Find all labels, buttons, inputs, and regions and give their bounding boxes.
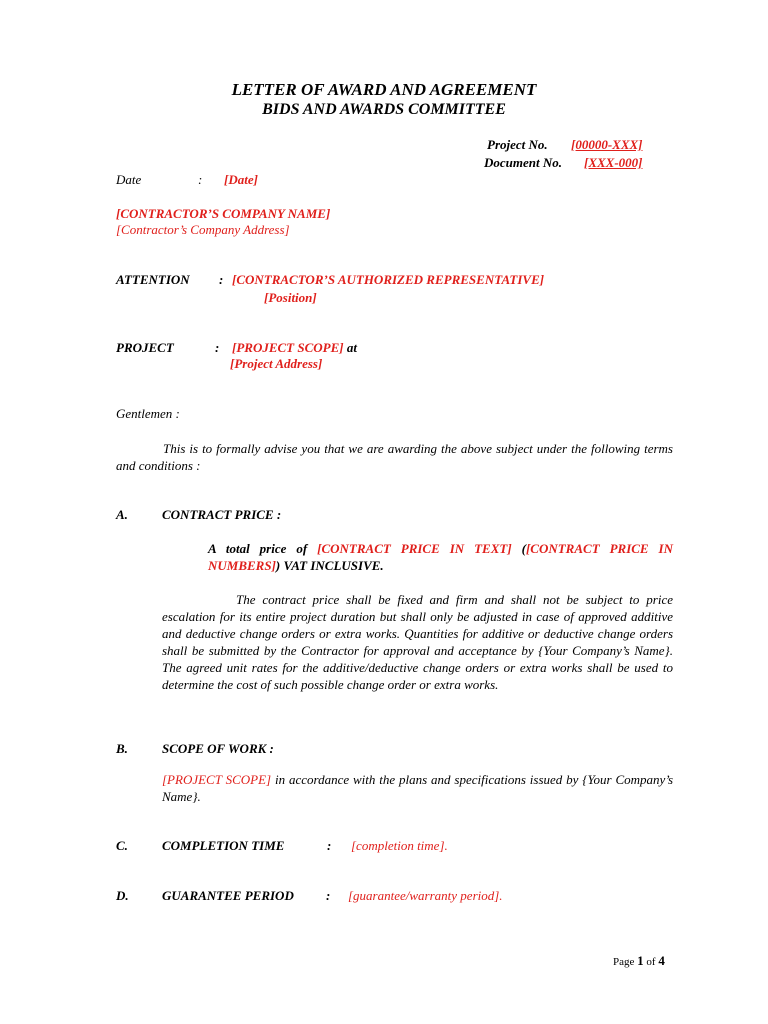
attention-representative: [CONTRACTOR’S AUTHORIZED REPRESENTATIVE]: [232, 272, 545, 287]
attention-colon: :: [219, 272, 224, 287]
project-no-value: [00000-XXX]: [571, 137, 643, 152]
project-colon: :: [215, 340, 220, 355]
page-label: Page: [613, 956, 635, 968]
section-d-letter: D.: [116, 888, 129, 903]
document-title: LETTER OF AWARD AND AGREEMENT: [231, 80, 537, 99]
price-prefix: A total price of: [208, 541, 308, 556]
scope-of-work-text: in accordance with the plans and specifications issued by {Your Company’s Name}.: [162, 772, 673, 804]
contract-price-statement: [208, 540, 673, 574]
document-subtitle: BIDS AND AWARDS COMMITTEE: [262, 101, 506, 118]
section-c-colon: :: [327, 838, 332, 853]
section-c-letter: C.: [116, 838, 128, 853]
contractor-company-name: [CONTRACTOR’S COMPANY NAME]: [116, 206, 331, 221]
price-in-numbers: [CONTRACT PRICE IN NUMBERS]: [208, 541, 673, 573]
project-scope: [PROJECT SCOPE]: [232, 340, 344, 355]
guarantee-period-value: [guarantee/warranty period].: [348, 888, 503, 903]
date-colon: :: [198, 172, 203, 187]
page-current: 1: [637, 953, 644, 968]
price-suffix: ) VAT INCLUSIVE.: [275, 558, 384, 573]
price-in-text: [CONTRACT PRICE IN TEXT]: [317, 541, 512, 556]
attention-label: ATTENTION: [116, 272, 190, 287]
project-at: at: [346, 340, 357, 355]
section-a-letter: A.: [116, 507, 128, 522]
page-number: [613, 953, 665, 969]
contract-price-body: The contract price shall be fixed and firm and shall not be subject to price escalation for its entire project duration but shall only be adjusted in case of approved additive and deductive change orders or extra works. Quantities for additive or deductive change orders shall be submitted by the Contractor for approval and acceptance by {Your Company’s Name}. The agreed unit rates for the additive/deductive change orders or extra works shall be used to determine the cost of such possible change order or extra works.: [162, 592, 673, 692]
document-no-value: [XXX-000]: [584, 155, 643, 170]
project-address: [Project Address]: [230, 356, 323, 371]
date-label: Date: [116, 172, 142, 187]
section-d-heading: GUARANTEE PERIOD: [162, 888, 294, 903]
attention-position: [Position]: [264, 290, 317, 305]
document-no-label: Document No.: [484, 155, 562, 170]
completion-time-value: [completion time].: [351, 838, 448, 853]
scope-of-work-body: [162, 771, 673, 805]
salutation: Gentlemen :: [116, 406, 180, 421]
project-scope-line: [232, 340, 357, 356]
section-a-heading: CONTRACT PRICE :: [162, 507, 282, 522]
section-b-heading: SCOPE OF WORK :: [162, 741, 274, 756]
price-paren-open: (: [521, 541, 526, 556]
page-of: of: [646, 956, 656, 968]
intro-paragraph: This is to formally advise you that we are awarding the above subject under the following terms and conditions :: [116, 441, 673, 473]
page-total: 4: [658, 953, 665, 968]
section-b-letter: B.: [116, 741, 128, 756]
project-no-label: Project No.: [487, 137, 548, 152]
date-value: [Date]: [224, 172, 258, 187]
project-label: PROJECT: [116, 340, 174, 355]
section-c-heading: COMPLETION TIME: [162, 838, 285, 853]
contractor-company-address: [Contractor’s Company Address]: [116, 222, 290, 237]
scope-of-work-scope: [PROJECT SCOPE]: [162, 772, 272, 787]
section-d-colon: :: [326, 888, 331, 903]
